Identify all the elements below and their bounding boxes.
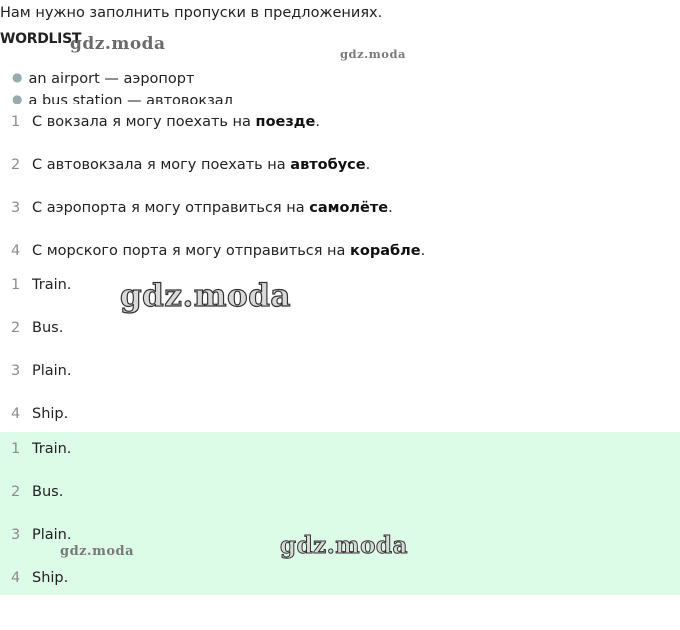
watermark-logo: gdz.moda <box>120 278 291 314</box>
sentence-text: С автовокзала я могу поехать на автобусе. <box>32 157 371 173</box>
answer-number: 3 <box>11 363 21 379</box>
wordlist-title: WORDLIST <box>0 31 82 47</box>
answer-number: 4 <box>11 570 21 586</box>
watermark-logo: gdz.moda <box>70 34 166 54</box>
sentence-number: 2 <box>11 157 21 173</box>
sentence-text: С аэропорта я могу отправиться на самолёте. <box>32 200 393 216</box>
answer-word: корабле <box>350 243 421 259</box>
wordlist <box>12 66 612 104</box>
sentence-number: 1 <box>11 114 21 130</box>
sentence-number: 3 <box>11 200 21 216</box>
answer-text: Train. <box>32 277 72 293</box>
answer-word: поезде <box>255 114 316 130</box>
answer-word: автобусе <box>290 157 366 173</box>
wordlist-item <box>12 88 612 104</box>
watermark-logo: gdz.moda <box>340 47 406 61</box>
answer-text: Bus. <box>32 320 64 336</box>
answer-text: Train. <box>32 441 72 457</box>
answer-number: 3 <box>11 527 21 543</box>
wordlist-item-text: an airport — аэропорт <box>28 71 195 87</box>
sentences-list <box>0 112 680 272</box>
answer-number: 2 <box>11 320 21 336</box>
answer-number: 1 <box>11 277 21 293</box>
watermark-logo: gdz.moda <box>280 532 408 559</box>
sentence-text: С морского порта я могу отправиться на корабле. <box>32 243 426 259</box>
bullet-icon: ● <box>12 92 23 104</box>
answer-word: самолёте <box>309 200 389 216</box>
answer-number: 2 <box>11 484 21 500</box>
answer-text: Bus. <box>32 484 64 500</box>
answers-list <box>0 275 680 425</box>
answer-text: Plain. <box>32 363 72 379</box>
bullet-icon: ● <box>12 70 23 84</box>
wordlist-item <box>12 66 612 88</box>
answer-text: Ship. <box>32 570 69 586</box>
sentence-number: 4 <box>11 243 21 259</box>
answer-number: 1 <box>11 441 21 457</box>
answer-text: Plain. <box>32 527 72 543</box>
answer-text: Ship. <box>32 406 69 422</box>
watermark-logo: gdz.moda <box>60 544 135 559</box>
answers-highlighted <box>0 432 680 595</box>
wordlist-item-text: a bus station — автовокзал <box>28 93 233 104</box>
sentence-text: С вокзала я могу поехать на поезде. <box>32 114 320 130</box>
intro-text: Нам нужно заполнить пропуски в предложениях. <box>0 5 383 21</box>
answer-number: 4 <box>11 406 21 422</box>
